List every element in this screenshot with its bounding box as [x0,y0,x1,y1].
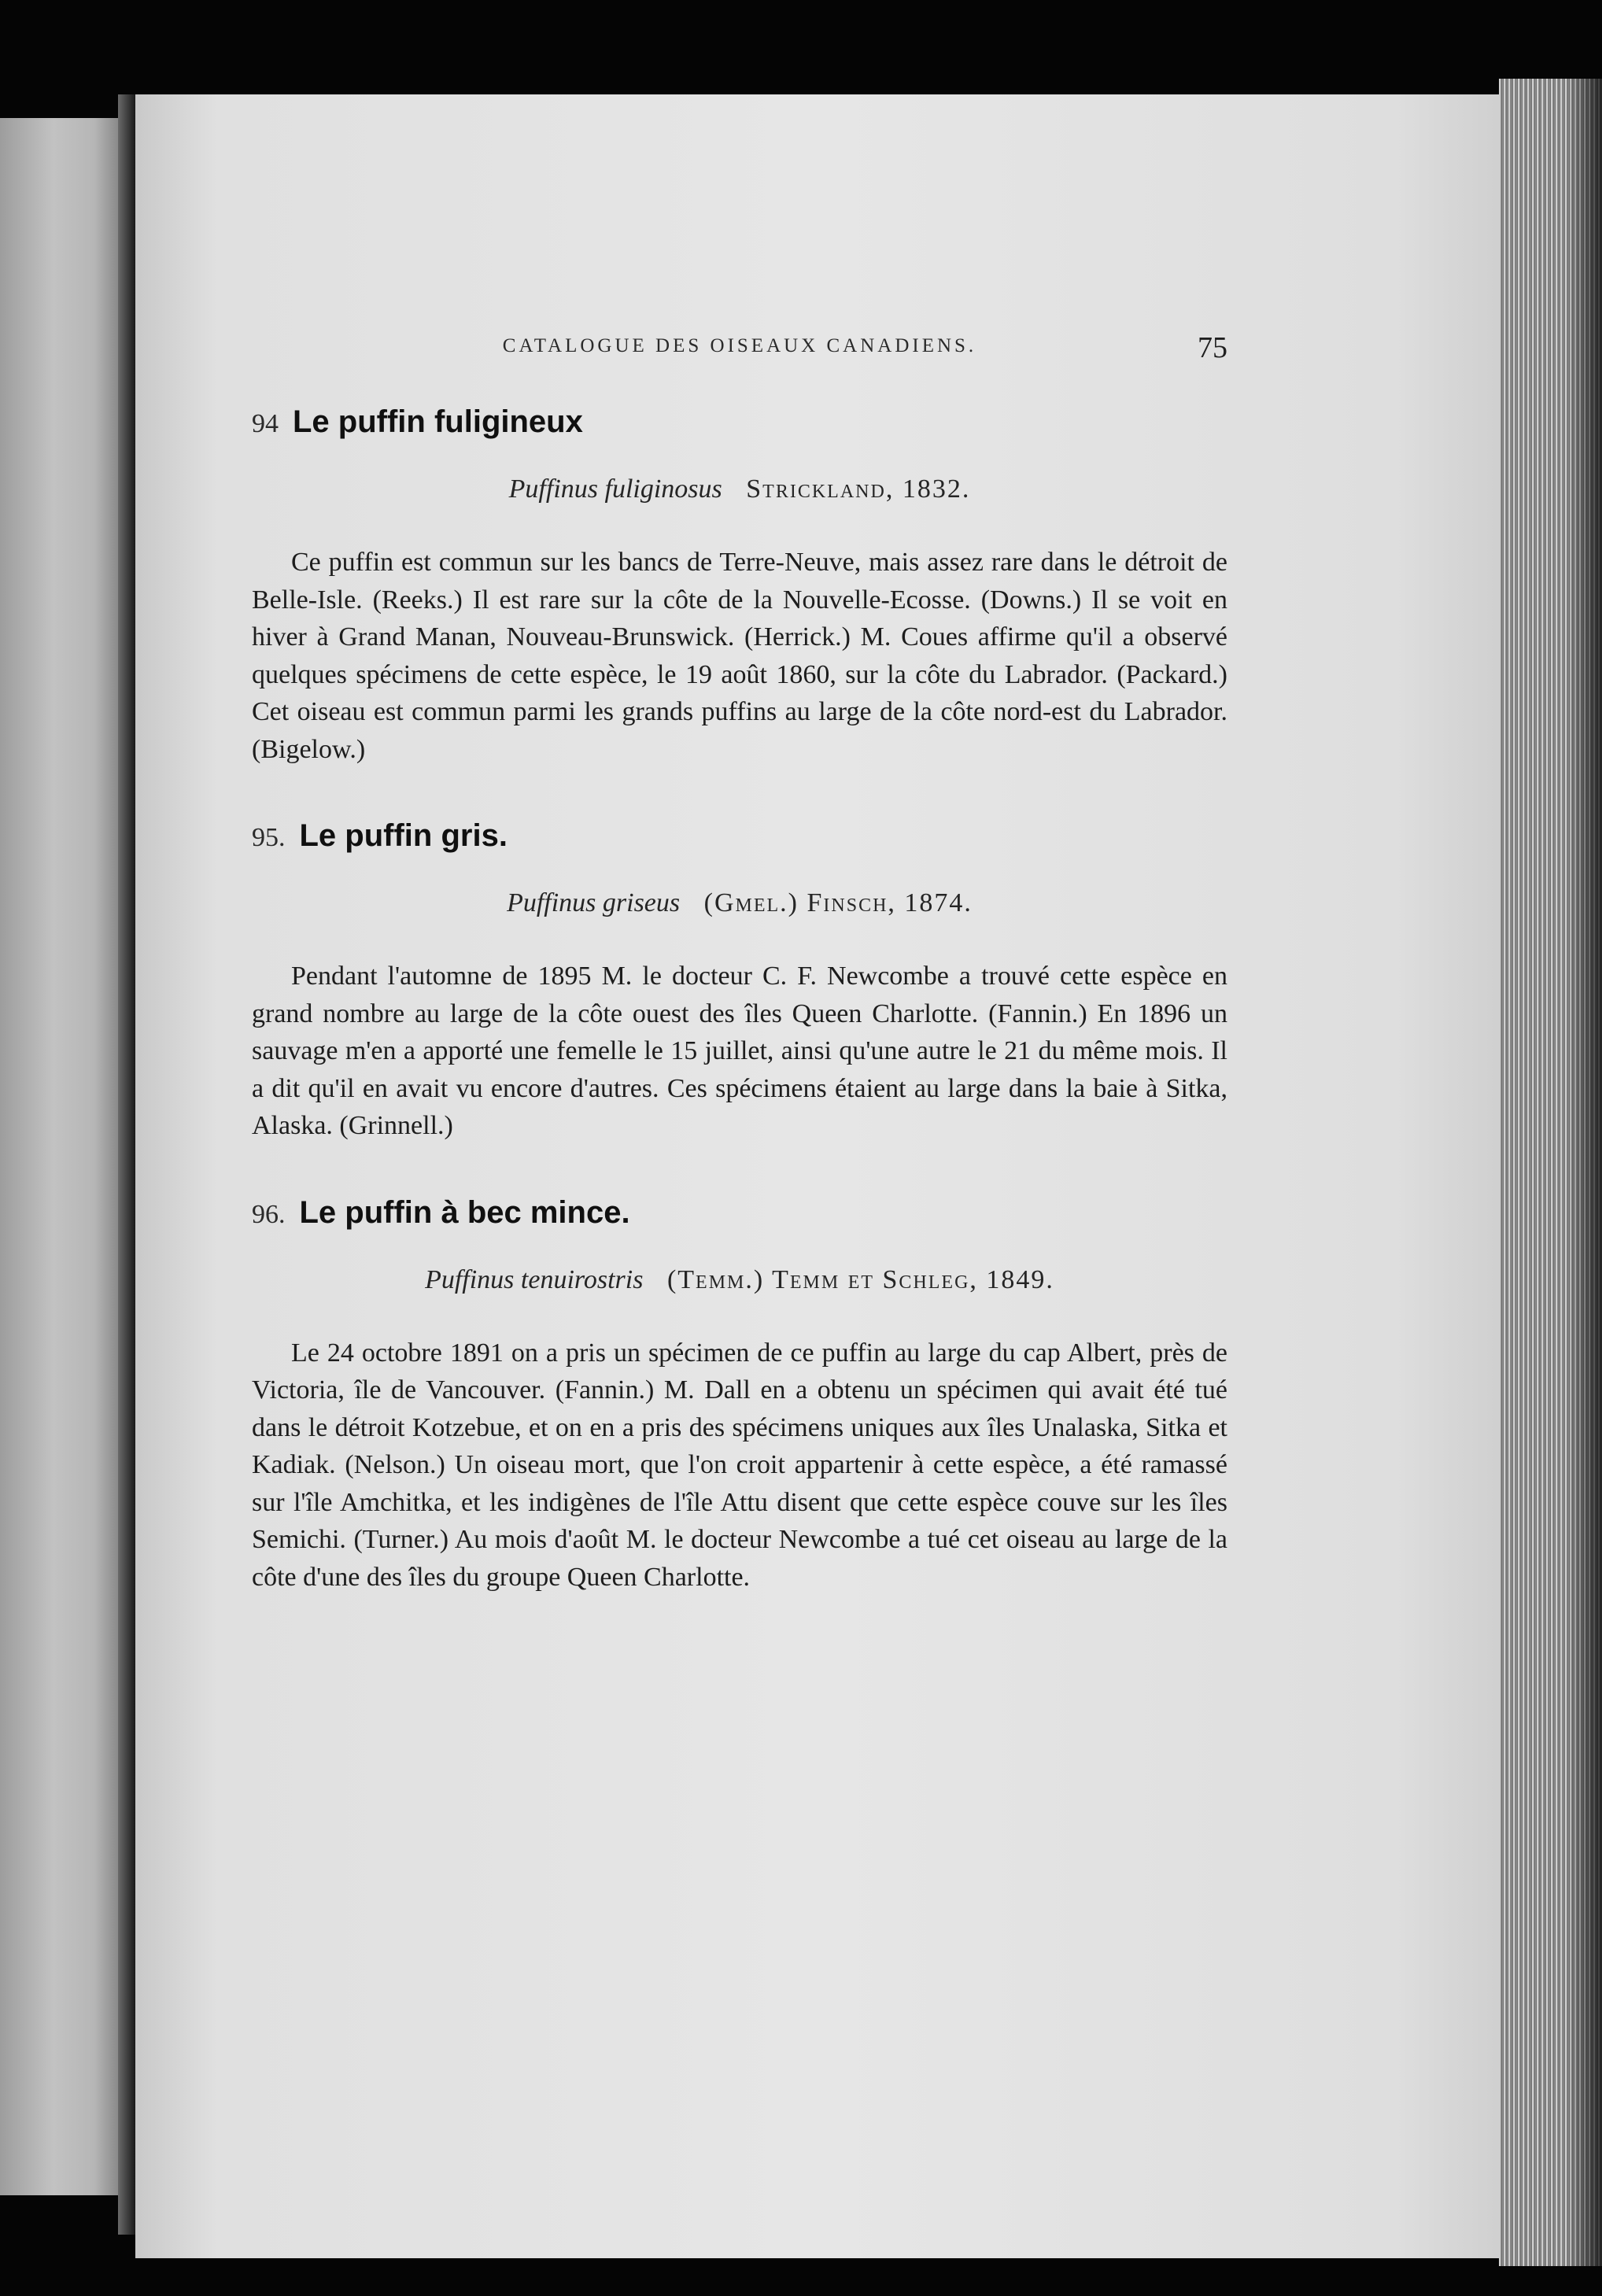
entry-title: Le puffin à bec mince. [299,1194,630,1230]
running-head [252,330,1227,378]
entry-title: Le puffin fuligineux [293,404,583,439]
entry-text: Le 24 octobre 1891 on a pris un spécimen de ce puffin au large du cap Albert, près de Victoria, île de Vancouver. (Fannin.) M. Dall en a obtenu un spécimen qui avait été tué dans le détroit Kotzebue, et on en a pris des spécimens uniques aux îles Unalaska, Sitka et Kadiak. (Nelson.) Un oiseau mort, que l'on croit appartenir à cette espèce, a été ramassé sur l'île Amchitka, et les indigènes de l'île Attu disent que cette espèce couve sur les îles Semichi. (Turner.) Au mois d'août M. le docteur Newcombe a tué cet oiseau au large de la côte d'une des îles du groupe Queen Charlotte. [252,1338,1227,1592]
scientific-name [252,888,1227,918]
name-authority: (Gmel.) Finsch, 1874. [703,888,973,917]
name-authority: Strickland, 1832. [746,474,971,504]
species-entry-96 [252,1195,1227,1596]
latin-name: Puffinus fuliginosus [508,474,722,504]
species-entry-95 [252,818,1227,1145]
latin-name: Puffinus griseus [507,888,681,917]
entry-heading [252,818,1227,854]
entry-number: 94 [252,409,279,438]
scientific-name [252,1265,1227,1295]
name-authority: (Temm.) Temm et Schleg, 1849. [666,1264,1054,1294]
entry-number: 95. [252,823,286,852]
page-number: 75 [1198,331,1227,364]
entry-heading [252,404,1227,440]
entry-title: Le puffin gris. [299,818,508,853]
latin-name: Puffinus tenuirostris [425,1264,644,1294]
entry-number: 96. [252,1199,286,1229]
entry-heading [252,1195,1227,1231]
book-gutter [118,94,135,2235]
facing-page-edge [0,118,118,2195]
entry-text: Ce puffin est commun sur les bancs de Terre-Neuve, mais assez rare dans le détroit de Belle-Isle. (Reeks.) Il est rare sur la côte de la Nouvelle-Ecosse. (Downs.) Il se voit en hiver à Grand Manan, Nouveau-Brunswick. (Herrick.) M. Coues affirme qu'il a observé quelques spécimens de cette espèce, le 19 août 1860, sur la côte du Labrador. (Packard.) Cet oiseau est commun parmi les grands puffins au large de la côte nord-est du Labrador. (Bigelow.) [252,548,1227,764]
entry-text: Pendant l'automne de 1895 M. le docteur C. F. Newcombe a trouvé cette espèce en grand nombre au large de la côte ouest des îles Queen Charlotte. (Fannin.) En 1896 un sauvage m'en a apporté une femelle le 15 juillet, ainsi qu'une autre le 21 du même mois. Il a dit qu'il en avait vu encore d'autres. Ces spécimens étaient au large dans la baie à Sitka, Alaska. (Grinnell.) [252,962,1227,1140]
scientific-name [252,474,1227,504]
page-content [252,330,1227,1646]
page-block-shadow [1566,79,1602,2266]
running-title: CATALOGUE DES OISEAUX CANADIENS. [502,335,977,356]
species-entry-94 [252,404,1227,768]
